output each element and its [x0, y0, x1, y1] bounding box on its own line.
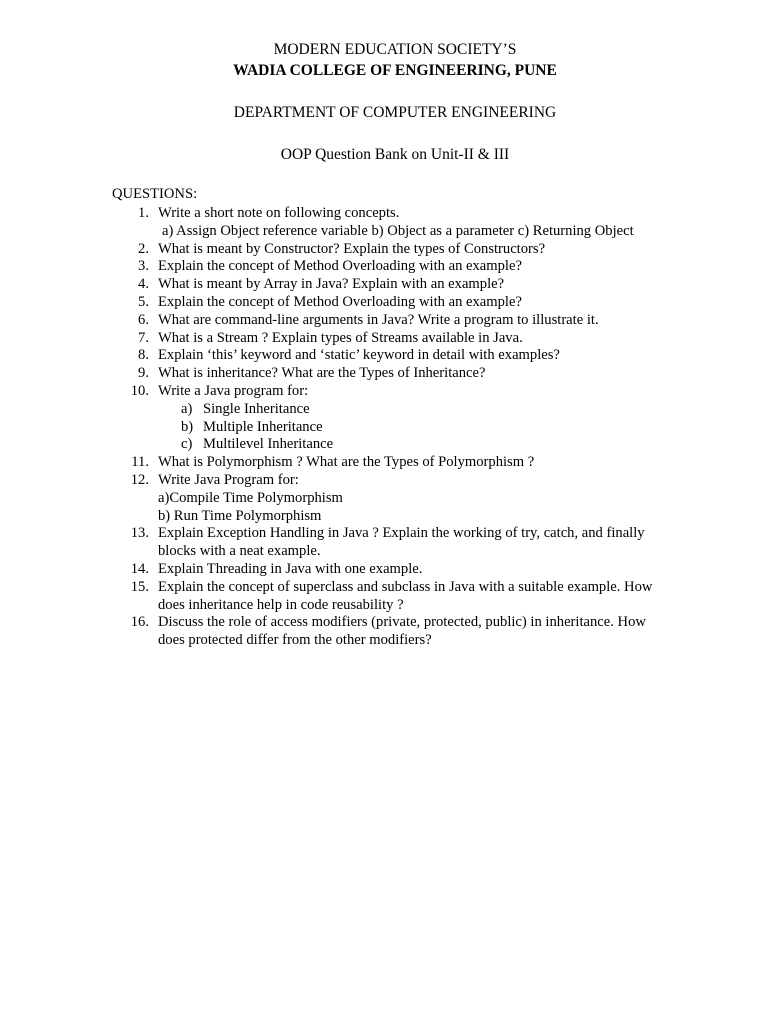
question-number: 6.	[138, 311, 149, 328]
question-item	[112, 312, 682, 330]
question-text: What is a Stream ? Explain types of Streams available in Java.	[158, 329, 523, 346]
question-item	[112, 276, 682, 294]
question-number: 2.	[138, 240, 149, 257]
department-name: DEPARTMENT OF COMPUTER ENGINEERING	[233, 104, 557, 121]
question-text: Explain ‘this’ keyword and ‘static’ keyword in detail with examples?	[158, 347, 560, 364]
sub-question-letter: c)	[181, 436, 193, 453]
question-item	[112, 614, 682, 632]
question-number: 16.	[130, 614, 149, 631]
question-item	[112, 561, 682, 579]
question-text-continued: blocks with a neat example.	[158, 543, 321, 560]
document-title: OOP Question Bank on Unit-II & III	[280, 146, 510, 163]
question-text: Write Java Program for:	[158, 471, 299, 488]
question-number: 11.	[131, 454, 149, 471]
question-text: What is inheritance? What are the Types of Inheritance?	[158, 365, 486, 382]
questions-heading: QUESTIONS:	[112, 186, 198, 202]
college-name: WADIA COLLEGE OF ENGINEERING, PUNE	[233, 62, 557, 79]
question-number: 9.	[138, 365, 149, 382]
sub-question-letter: a)	[181, 400, 193, 417]
question-item	[112, 330, 682, 348]
question-item	[112, 579, 682, 597]
question-item	[112, 383, 682, 401]
sub-question-text: Single Inheritance	[203, 400, 310, 417]
question-number: 3.	[138, 258, 149, 275]
question-text: What is meant by Array in Java? Explain with an example?	[158, 276, 505, 293]
question-item	[112, 294, 682, 312]
question-item	[112, 525, 682, 543]
question-text-continued: does protected differ from the other modifiers?	[158, 632, 432, 649]
question-list	[112, 205, 682, 650]
question-item	[112, 472, 682, 490]
question-item	[112, 258, 682, 276]
question-number: 14.	[130, 560, 149, 577]
question-text: Explain the concept of superclass and subclass in Java with a suitable example. How	[158, 578, 653, 595]
question-text: Explain Threading in Java with one example.	[158, 560, 423, 577]
question-number: 5.	[138, 293, 149, 310]
sub-question-text: a)Compile Time Polymorphism	[158, 489, 343, 506]
question-text: Write a Java program for:	[158, 382, 309, 399]
question-item	[112, 365, 682, 383]
question-continuation	[112, 543, 682, 561]
question-number: 12.	[130, 471, 149, 488]
sub-question-item	[112, 436, 682, 454]
question-number: 7.	[138, 329, 149, 346]
question-text: Explain the concept of Method Overloading with an example?	[158, 293, 522, 310]
question-number: 10.	[130, 382, 149, 399]
question-number: 15.	[130, 578, 149, 595]
question-text-continued: does inheritance help in code reusability ?	[158, 596, 404, 613]
question-number: 8.	[138, 347, 149, 364]
question-number: 1.	[138, 205, 149, 221]
question-item	[112, 347, 682, 365]
sub-question-text: Multiple Inheritance	[203, 418, 323, 435]
question-text: What is Polymorphism ? What are the Types of Polymorphism ?	[158, 454, 535, 471]
question-text: What are command-line arguments in Java? Write a program to illustrate it.	[158, 311, 599, 328]
sub-question-item	[112, 419, 682, 437]
sub-question-letter: b)	[181, 418, 194, 435]
sub-question-text: b) Run Time Polymorphism	[158, 507, 322, 524]
question-text: Explain Exception Handling in Java ? Explain the working of try, catch, and finally	[158, 525, 645, 542]
question-number: 4.	[138, 276, 149, 293]
sub-question-item	[112, 508, 682, 526]
question-number: 13.	[130, 525, 149, 542]
question-text: Write a short note on following concepts.	[158, 205, 400, 221]
question-continuation	[112, 632, 682, 650]
question-item	[112, 205, 682, 223]
society-name: MODERN EDUCATION SOCIETY’S	[273, 41, 517, 58]
sub-question-item	[112, 490, 682, 508]
question-text-continued: a) Assign Object reference variable b) Object as a parameter c) Returning Object	[162, 222, 634, 239]
sub-question-text: Multilevel Inheritance	[203, 436, 334, 453]
sub-question-item	[112, 401, 682, 419]
question-item	[112, 454, 682, 472]
question-text: Explain the concept of Method Overloading with an example?	[158, 258, 522, 275]
question-item	[112, 241, 682, 259]
question-continuation	[112, 597, 682, 615]
question-text: Discuss the role of access modifiers (private, protected, public) in inheritance. How	[158, 614, 646, 631]
question-text: What is meant by Constructor? Explain the types of Constructors?	[158, 240, 546, 257]
question-continuation	[112, 223, 682, 241]
